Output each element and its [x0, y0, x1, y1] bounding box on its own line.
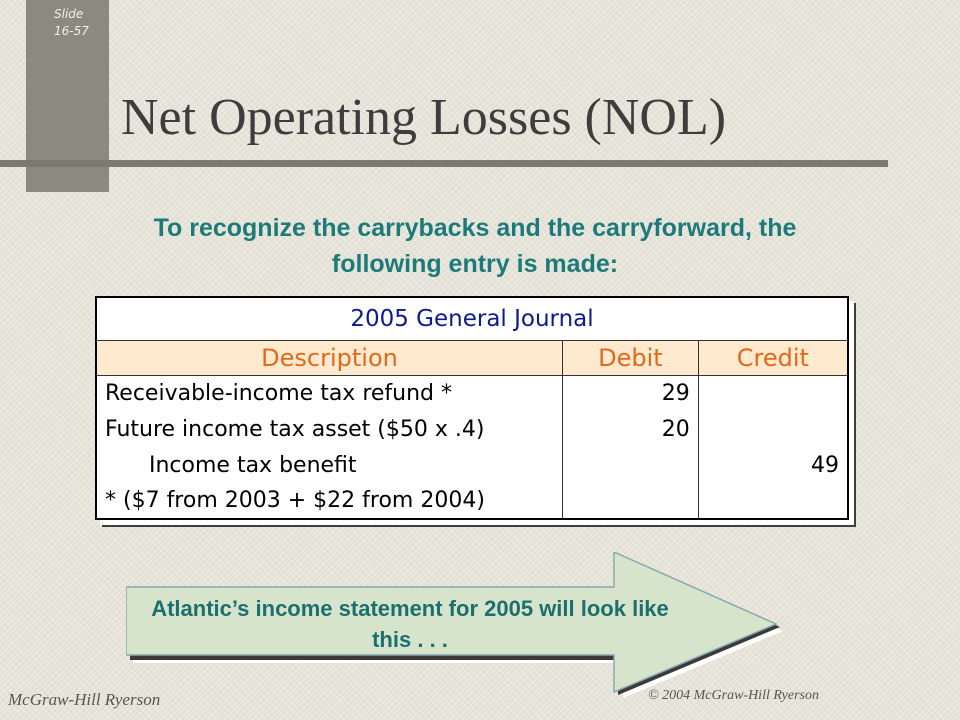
table-row: [96, 375, 848, 411]
row-debit: [563, 447, 699, 483]
intro-text: To recognize the carrybacks and the carryforward, the following entry is made:: [153, 214, 797, 278]
table-row: [96, 447, 848, 483]
table-row: [96, 411, 848, 447]
row-description: Future income tax asset ($50 x .4): [96, 411, 563, 447]
row-description: Receivable-income tax refund *: [96, 375, 563, 411]
row-credit: 49: [698, 447, 848, 483]
row-debit: 20: [563, 411, 699, 447]
row-description: Income tax benefit: [96, 447, 563, 483]
row-credit: [698, 375, 848, 411]
header-description: Description: [96, 340, 563, 375]
row-credit: [698, 483, 848, 519]
header-debit: Debit: [563, 340, 699, 375]
footer-publisher: McGraw-Hill Ryerson: [8, 690, 161, 709]
journal-title: 2005 General Journal: [96, 297, 848, 340]
callout-ellipsis: . . .: [417, 627, 448, 652]
row-debit: 29: [563, 375, 699, 411]
general-journal-table: [95, 296, 849, 520]
callout-text: Atlantic’s income statement for 2005 will look like this: [151, 596, 669, 652]
journal-header-row: [96, 340, 848, 375]
row-credit: [698, 411, 848, 447]
title-rule: [0, 160, 888, 167]
footer-copyright: © 2004 McGraw-Hill Ryerson: [648, 688, 819, 703]
header-credit: Credit: [698, 340, 848, 375]
row-description: * ($7 from 2003 + $22 from 2004): [96, 483, 563, 519]
row-debit: [563, 483, 699, 519]
arrow-callout-text: [140, 593, 680, 655]
table-row: [96, 483, 848, 519]
slide-title: Net Operating Losses (NOL): [121, 89, 727, 146]
slide-number: Slide 16-57: [54, 7, 89, 38]
